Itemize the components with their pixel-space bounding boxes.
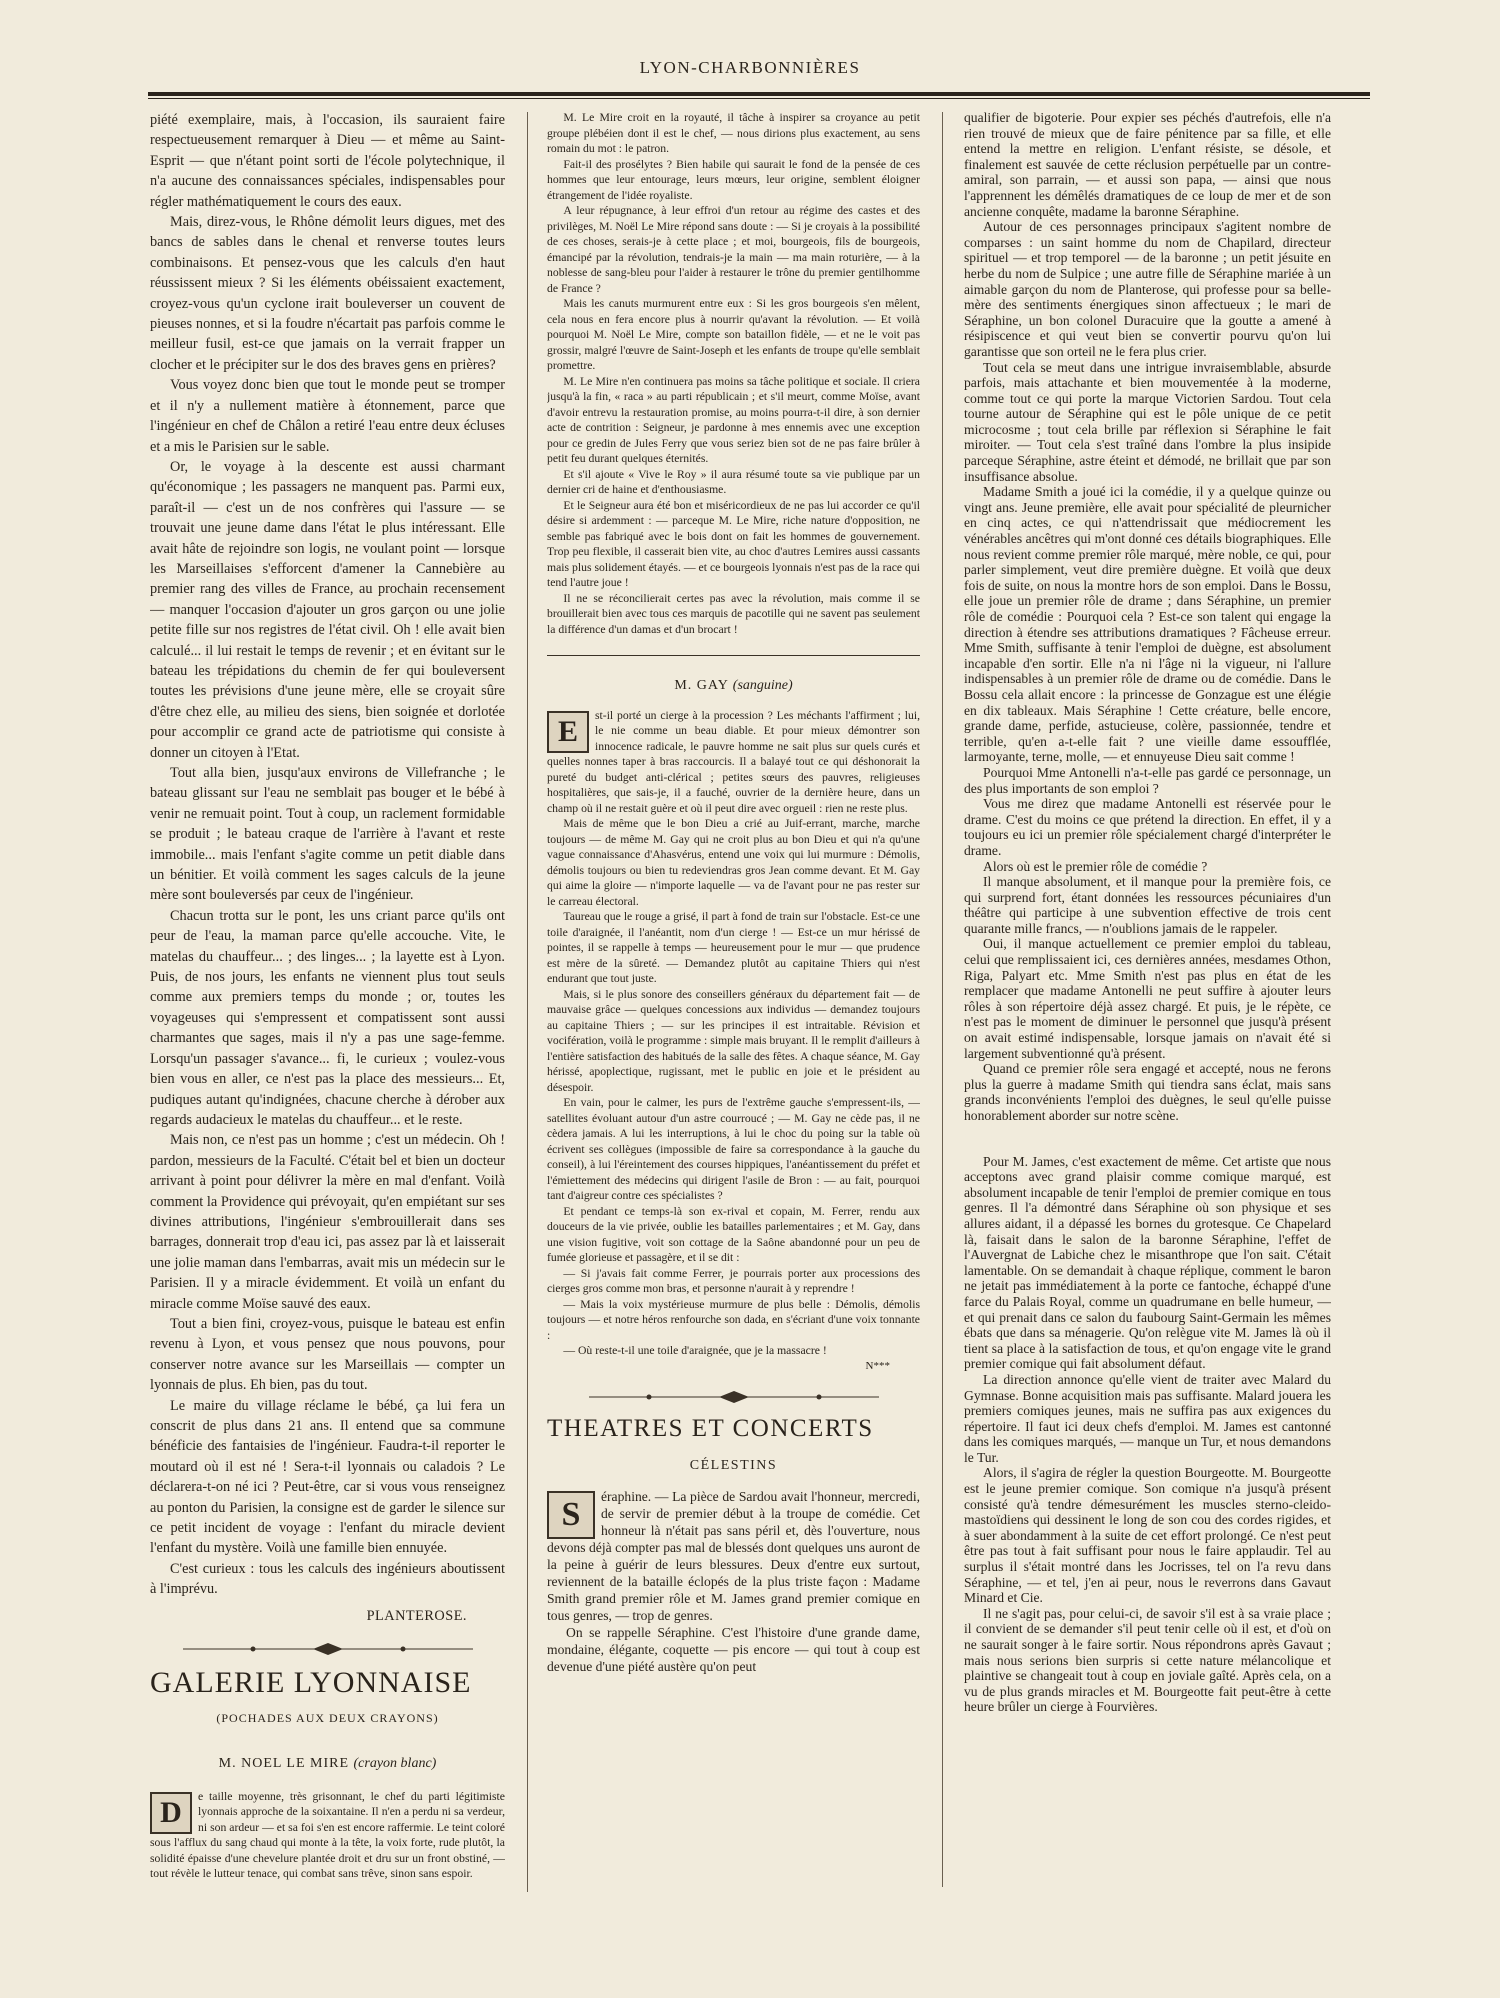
col3-paragraph: La direction annonce qu'elle vient de traiter avec Malard du Gymnase. Bonne acquisition mais pas suffisante. Malard jouera les premiers comiques jeunes, mais ne suffira pas aux exigences du répertoire. Il faut ici deux chefs d'emploi. M. James est cantonné dans les comiques marqués, — manque un Tur, et nous demandons le Tur. [964, 1371, 1331, 1465]
heading-text: M. NOEL LE MIRE [218, 1756, 350, 1772]
col1-paragraph: Or, le voyage à la descente est aussi charmant qu'économique ; les passagers ne manquent pas. Parmi eux, paraît-il — c'est un de nos confrères qui l'assure — se trouvait une jeune dame dans l'état le plus intéressant. Elle avait hâte de rejoindre son logis, ne voulant point — lorsque les Marseillaises s'efforcent d'amener la Cannebière au premier rang des villes de France, au prochain recensement — manquer l'occasion d'ajouter un gros garçon ou une jolie petite fille sur nos registres de l'état civil. Oh ! elle avait bien calculé... il lui restait le temps de revenir ; et en évitant sur le bateau les trépidations du chemin de fer qui bouleversent toutes les prévisions d'une jeune mère, elle se croyait sûre d'être chez elle, au milieu des siens, bien soignée et dorlotée pour accomplir ce grand acte de patriotisme qui consiste à donner un citoyen à l'Etat. [150, 458, 505, 761]
col2-paragraph: On se rappelle Séraphine. C'est l'histoire d'une grande dame, mondaine, élégante, coquette — pis encore — qui tout à coup est devenue d'une piété austère qu'on peut [547, 1624, 920, 1674]
col2-paragraph: — Si j'avais fait comme Ferrer, je pourrais porter aux processions des cierges gros comme mon bras, et personne n'aurait à y reprendre ! [547, 1266, 920, 1295]
col2-paragraph: M. Le Mire n'en continuera pas moins sa tâche politique et sociale. Il criera jusqu'à la fin, « raca » au parti républicain ; et s'il meurt, comme Moïse, avant d'avoir entrevu la restauration promise, au moins pourra-t-il dire, à son dernier acte de contrition : Seigneur, je pardonne à mes ennemis avec une exception pour ce gredin de Jules Ferry que vous seriez bien sot de ne pas faire brûler à petit feu durant quelques éternités. [547, 374, 920, 465]
ornament-divider [547, 1390, 920, 1404]
col3-paragraph: Oui, il manque actuellement ce premier emploi du tableau, celui que remplissaient ici, ces dernières années, mesdames Othon, Riga, Palyart etc. Mme Smith n'est pas plus en état de les remplacer que madame Antonelli ne peut suffire à ajouter leurs rôles à son répertoire déjà assez chargé. Et puis, je le répète, ce n'est pas le moment de diminuer le personnel que jusqu'à présent on avait estimé indispensable, lorsque jamais on n'avait été si largement subventionné qu'à présent. [964, 936, 1331, 1061]
header-rule [148, 92, 1370, 96]
heading-note: (sanguine) [732, 678, 793, 693]
col3-paragraph: Autour de ces personnages principaux s'agitent nombre de comparses : un saint homme du nom de Chapilard, directeur spirituel — et trop temporel — de la baronne ; un petit jésuite en herbe du nom de Sulpice ; une autre fille de Séraphine mariée à un aimable garçon du nom de Planterose, qui professe pour sa belle-mère des sentiments énergiques sinon affectueux ; le mari de Séraphine, un bon colonel Duracuire que la goutte a amené à résipiscence et qui veut bien se convertir pourvu qu'on lui garantisse que son orteil ne le fera plus crier. [964, 219, 1331, 359]
article-text: st-il porté un cierge à la procession ? Les méchants l'affirment ; lui, le nie comme un beau diable. Et pour mieux démontrer son innocence radicale, le pauvre homme ne sait plus sur quels curés et quelles nonnes taper à bras raccourcis. Il a balayé tout ce qui déshonorait la pureté du budget anti-clérical ; petites sœurs des pauvres, religieuses hospitalières, que sais-je, il a fauché, ouvrier de la dernière heure, dans un champ où il ne restait guère et où il peut dire avec orgueil : rien ne reste plus. [547, 708, 920, 815]
col3-paragraph: Alors où est le premier rôle de comédie ? [983, 858, 1208, 874]
column-rule-1 [527, 112, 528, 1892]
col1-paragraph: C'est curieux : tous les calculs des ingénieurs aboutissent à l'imprévu. [150, 1560, 505, 1598]
dropcap-letter: E [547, 711, 589, 753]
col2-paragraph: Mais, si le plus sonore des conseillers généraux du département fait — de mauvaise grâce — quelques concessions aux individus — demandez toujours au capitaine Thiers ; — sur les principes il est intraitable. Révision et vocifération, voilà le programme : simple mais bruyant. Il le remplit d'ailleurs à l'entière satisfaction des habitués de la salle des fêtes. A chaque séance, M. Gay hérissé, apoplectique, rugissant, met le public en joie et le président au désespoir. [547, 987, 920, 1094]
ornament-rule-icon [183, 1642, 473, 1656]
article-text: e taille moyenne, très grisonnant, le chef du parti légitimiste lyonnais approche de la soixantaine. Il n'en a perdu ni sa verdeur, ni son ardeur — et sa foi s'en est encore raffermie. Le teint coloré sous l'afflux du sang chaud qui monte à la tête, la voix forte, rude plutôt, la solidité épaisse d'une chevelure plantée droit et dru sur un front obstiné, — tout révèle le lutteur tenace, qui combat sans trêve, sinon sans espoir. [150, 1789, 505, 1881]
column-rule-2 [942, 112, 943, 1887]
column-3 [964, 110, 1331, 1715]
col2-paragraph: Taureau que le rouge a grisé, il part à fond de train sur l'obstacle. Est-ce une toile d'araignée, il l'anéantit, nom d'un cierge ! — Est-ce un mur hérissé de pointes, il se rappelle à temps — heureusement pour le mur — que prudence est mère de la sûreté. — Demandez plutôt au capitaine Thiers qui n'est endurant que tout juste. [547, 910, 920, 985]
col3-paragraph: Il manque absolument, et il manque pour la première fois, ce qui surprend fort, étant données les ressources pécuniaires d'un théâtre qui participe à une subvention effective de trois cent quarante mille francs, — n'oublions jamais de le rappeler. [964, 874, 1331, 936]
heading-note: (crayon blanc) [353, 1756, 437, 1772]
col2-paragraph: A leur répugnance, à leur effroi d'un retour au régime des castes et des privilèges, M. Noël Le Mire répond sans doute : — Si je croyais à la possibilité de ces choses, serais-je à cette place ; et moi, bourgeois, fils de bourgeois, émancipé par la révolution, tendrais-je la main — ma main roturière, — à la noblesse de sang-bleu pour l'aider à restaurer le trône du premier gentilhomme de France ? [547, 204, 920, 295]
article-heading-gay [547, 678, 920, 694]
col2-paragraph: En vain, pour le calmer, les purs de l'extrême gauche s'empressent-ils, — satellites évoluant autour d'un astre courroucé ; — M. Gay ne cède pas, il ne cèdera jamais. A lui les interruptions, à lui le choc du poing sur la table où écrivent ses collègues (impossible de faire sa correspondance à la gauche du conseil), à lui l'éreintement des courses hippiques, l'anéantissement du préfet et l'émiettement des médecins qui dirigent l'asile de Bron : — au fait, pourquoi tant d'aigreur contre ces spécialistes ? [547, 1096, 920, 1202]
col3-paragraph: Tout cela se meut dans une intrigue invraisemblable, absurde parfois, mais attachante et bien mouvementée à la moderne, comme tout ce qui porte la marque Victorien Sardou. Tout cela tourne autour de Séraphine qui est le pôle unique de ce petit microcosme ; tout cela brille par réflexion si Séraphine le fait miroiter. — Tout cela s'est traîné dans l'ombre la plus insipide parceque Séraphine, astre éteint et démodé, ne brillait que par son insuffisance absolue. [964, 359, 1331, 484]
col2-paragraph: M. Le Mire croit en la royauté, il tâche à inspirer sa croyance au petit groupe plébéien dont il est le chef, — nous dirions plus exactement, au sens romain du mot : le patron. [547, 111, 920, 155]
col2-paragraph: Mais de même que le bon Dieu a crié au Juif-errant, marche, marche toujours — de même M. Gay qui ne croit plus au bon Dieu et qui n'a qu'une vague connaissance d'Ahasvérus, entend une voix qui lui murmure : Démolis, démolis toujours ou bien tu redeviendras gros Jean comme devant. Et M. Gay qui aime la gloire — n'importe laquelle — va de l'avant pour ne pas rester sur le carreau électoral. [547, 817, 920, 908]
spacer [964, 1124, 1331, 1154]
divider [547, 655, 920, 656]
col2-paragraph: Il ne se réconcilierait certes pas avec la révolution, mais comme il se brouillerait bien avec tous ces marquis de pacotille qui ne savent pas seulement la différence d'un damas et d'un brocart ! [547, 591, 920, 636]
column-1 [150, 110, 505, 1882]
col1-paragraph: piété exemplaire, mais, à l'occasion, ils sauraient faire respectueusement remarquer à Dieu — et même au Saint-Esprit — que n'étant point sorti de l'école polytechnique, il n'a aucune des connaissances spéciales, indispensables pour régler mathématiquement le cours des eaux. [150, 112, 505, 210]
dropcap-letter: D [150, 1792, 192, 1834]
col2-paragraph: Et pendant ce temps-là son ex-rival et copain, M. Ferrer, rendu aux douceurs de la vie privée, oublie les batailles parlementaires ; et M. Gay, dans une vision fugitive, voit son cottage de la Saône abandonné pour un peu de fumée glorieuse et passagère, et il se dit : [547, 1204, 920, 1264]
col3-paragraph: qualifier de bigoterie. Pour expier ses péchés d'autrefois, elle n'a rien trouvé de mieux que de faire pénitence par sa fille, et elle entend la mettre en religion. L'enfant résiste, se désole, et finalement est sauvée de cette réclusion perpétuelle par un contre-amiral, son parrain, — et aussi son papa, — ainsi que nous l'apprennent les démêlés dramatiques de ce loup de mer et de son ancienne conquête, madame la baronne Séraphine. [964, 110, 1331, 219]
article-body [547, 1488, 920, 1624]
col2-paragraph: Et s'il ajoute « Vive le Roy » il aura résumé toute sa vie publique par un dernier cri de haine et d'enthousiasme. [547, 467, 920, 496]
article-text: éraphine. — La pièce de Sardou avait l'honneur, mercredi, de servir de premier début à la troupe de comédie. Cet honneur là n'était pas sans péril et, dès l'ouverture, nous devons déjà compter pas mal de blessés dont quelques uns auront de la peine à guérir de leurs blessures. Deux d'entre eux surtout, reviennent de la bataille éclopés de la plus triste façon : Madame Smith grand premier rôle et M. James grand premier comique en tous genres, — trop de genres. [547, 1488, 920, 1623]
col1-paragraph: Mais, direz-vous, le Rhône démolit leurs digues, met des bancs de sables dans le chenal et renverse toutes leurs combinaisons. Et pensez-vous que les calculs d'en haut réussissent mieux ? Si les éléments obéissaient exactement, croyez-vous qu'un cyclone irait bouleverser un couvent de pieuses nonnes, et si la foudre n'écartait pas parfois comme le meilleur fusil, est-ce que jamais on la verrait frapper un clocher et le précipiter sur le dos des braves gens en prières? [150, 214, 505, 373]
col1-paragraph: Vous voyez donc bien que tout le monde peut se tromper et il n'y a nullement matière à étonnement, parce que l'ingénieur en chef de Châlon a retiré l'eau entre deux écluses et a mis le Parisien sur le sable. [150, 377, 505, 455]
col2-paragraph: Et le Seigneur aura été bon et miséricordieux de ne pas lui accorder ce qu'il désire si ardemment : — parceque M. Le Mire, riche nature d'opposition, ne semble pas fabriqué avec le bois dont on fait les hommes de gouvernement. Trop peu flexible, il casserait bien vite, au choc d'autres Lemires aussi cassants mais plus solidement étayés. — et ce bourgeois lyonnais n'est pas de la race qui tend l'autre joue ! [547, 498, 920, 589]
ornament-divider [150, 1642, 505, 1656]
column-2 [547, 110, 920, 1675]
col1-paragraph: Tout alla bien, jusqu'aux environs de Villefranche ; le bateau glissant sur l'eau ne semblait pas bouger et le bébé à venir ne remuait point. Tout à coup, un raclement formidable se produit ; le bateau craque de l'arrière à l'avant et reste immobile... mais l'enfant s'agite comme un petit diable dans un bénitier. Et voilà comment les sages calculs de la jeune mère sont bouleversés par ceux de l'ingénieur. [150, 765, 505, 904]
col3-paragraph: Madame Smith a joué ici la comédie, il y a quelque quinze ou vingt ans. Jeune première, elle avait pour spécialité de pleurnicher en cinq actes, ce qui n'attendrissait que médiocrement les vénérables ancêtres qui m'ont donné ces détails biographiques. Elle nous revient comme premier rôle marqué, mère noble, ce qui, pour parler simplement, veut dire première duègne. Et voilà que deux fois de suite, on nous la montre hors de son emploi. Dans le Bossu, elle joue un premier rôle de drame ; dans Séraphine, un premier rôle de comédie : Pourquoi cela ? Est-ce son talent qui engage la direction à étendre ses attributions dramatiques ? Fâcheuse erreur. Mme Smith, suffisante à tenir l'emploi de duègne, est absolument incapable d'en sortir. Elle n'a ni l'âge ni la vigueur, ni l'allure indispensables à un premier rôle de drame ou de comédie. Dans le Bossu cela allait encore : la princesse de Gonzague est une élégie en dix tableaux. Mais Séraphine ! Cette créature, belle encore, grande dame, perfide, astucieuse, colère, passionnée, tendre et terrible, qu'en a-t-elle fait ? une vieille dame essoufflée, larmoyante, terne, molle, — et ennuyeuse Dieu sait comme ! [964, 484, 1331, 765]
col1-paragraph: Le maire du village réclame le bébé, ça lui fera un conscrit de plus dans 21 ans. Il entend que sa commune bénéficie des fantaisies de l'ingénieur. Faudra-t-il reporter le moutard où il est né ! Sera-t-il lyonnais ou caladois ? Le déclarera-t-on né ici ? Peut-être, car si vous vous renseignez au ponton du Parisien, la consigne est de garder le silence sur ce petit incident de voyage : l'enfant du miracle devient l'enfant du mystère. Voilà une famille bien ennuyée. [150, 1397, 505, 1557]
col3-paragraph: Il ne s'agit pas, pour celui-ci, de savoir s'il est à sa vraie place ; il convient de se demander s'il peut tenir celle où il est, et d'où on ne saurait songer à le faire sortir. Nous répondrons après Gavaut ; mais nous serions bien surpris si cette nature mélancolique et plaintive se changeait tout à coup en joviale gaîté. Après cela, on a vu de plus grands miracles et M. Bourgeotte fait peut-être à cette heure brûler un cierge à Fourvières. [964, 1605, 1331, 1715]
col3-paragraph: Alors, il s'agira de régler la question Bourgeotte. M. Bourgeotte est le jeune premier comique. Son comique n'a jusqu'à présent consisté qu'à tendre démesurément les muscles sterno-cleido-mastoïdiens qui dessinent le long de son cou des cordes rigides, et à suer abondamment à la suite de cet effort prolongé. Ce n'est peut être pas tout à fait suffisant pour nous le faire applaudir. Tel au surplus il s'était montré dans les Jocrisses, tel on l'a revu dans Séraphine, — et tel, j'en ai peur, nous le reverrons dans Gavaut Minard et Cie. [964, 1465, 1331, 1606]
section-title-theatres: THEATRES ET CONCERTS [547, 1415, 874, 1442]
running-head: LYON-CHARBONNIÈRES [639, 58, 861, 77]
col1-paragraph: Mais non, ce n'est pas un homme ; c'est un médecin. Oh ! pardon, messieurs de la Faculté. C'était bel et bien un docteur arrivant à point pour délivrer la mère en mal d'enfant. Voilà comment la Providence qui prévoyait, qu'en empiétant sur ses divines attributions, l'ingénieur s'embrouillerait dans ses barrages, donnerait trop d'eau ici, pas assez par là et laisserait une jolie maman dans l'embarras, avait mis un médecin sur le Parisien. Il y a miracle évidemment. Et voilà un enfant du miracle comme Moïse sauvé des eaux. [150, 1132, 505, 1312]
col3-paragraph: Vous me direz que madame Antonelli est réservée pour le drame. C'est du moins ce que prétend la direction. En effet, il y a toujours eu ici un premier rôle spécialement chargé d'interpréter le drame. [964, 796, 1331, 858]
section-title-galerie: GALERIE LYONNAISE [150, 1666, 472, 1700]
ornament-rule-icon [589, 1390, 879, 1404]
article-body [150, 1789, 505, 1882]
article-heading-mire [150, 1754, 505, 1774]
col1-paragraph: Chacun trotta sur le pont, les uns criant parce qu'ils ont peur de l'eau, la maman parce qu'elle accouche. Vite, le matelas du chauffeur... ; des linges... ; la layette est à Lyon. Puis, de nos jours, les enfants ne viennent plus tout seuls comme aux premiers temps du monde ; or, toutes les voyageuses qui s'empressent et compatissent sont aussi charmantes que sages, mais il n'y a pas une sage-femme. Lorsqu'un passager s'avance... fi, le curieux ; voulez-vous bien vous en aller, ce n'est pas la place des messieurs... Et, pudiques autant qu'indignées, chacune cherche à dérober aux regards audacieux le matelas du chauffeur... et le reste. [150, 907, 505, 1128]
header-rule-thin [148, 98, 1370, 99]
col2-paragraph: — Mais la voix mystérieuse murmure de plus belle : Démolis, démolis toujours — et notre héros renfourche son dada, en s'écriant d'une voix tonnante : [547, 1297, 920, 1342]
col3-paragraph: Pourquoi Mme Antonelli n'a-t-elle pas gardé ce personnage, un des plus importants de son emploi ? [964, 764, 1331, 796]
heading-text: M. GAY [674, 678, 729, 693]
col2-paragraph: Mais les canuts murmurent entre eux : Si les gros bourgeois s'en mêlent, cela nous en fera encore plus à nourrir qu'avant la révolution. — Et voilà pourquoi M. Noël Le Mire, compte son bataillon fidèle, — et ne le voit pas grossir, malgré l'œuvre de Saint-Joseph et les enfants de troupe qu'elle semblait promettre. [547, 297, 920, 372]
col2-paragraph: — Où reste-t-il une toile d'araignée, que je la massacre ! [563, 1344, 827, 1357]
col3-paragraph: Pour M. James, c'est exactement de même. Cet artiste que nous acceptons avec grand plaisir comme comique marqué, est absolument incapable de tenir l'emploi de premier comique en tous genres. Il l'a démontré dans Séraphine où son physique et ses allures aidant, il a dépassé les bornes du grotesque. Ce Chapelard là, faisait dans le salon de la baronne Séraphine, l'effet de l'Auvergnat de Labiche chez le misanthrope que l'on sait. C'était lamentable. On se demandait à chaque réplique, comment le baron ne jetait pas immédiatement à la porte ce fantoche, échappé d'une farce du Palais Royal, comme un quadrumane en belle humeur, — et qui prenait dans ce salon du faubourg Saint-Germain les mêmes ébats que dans sa ménagerie. Qu'on relègue vite M. James là où il tient sa place à la satisfaction de tous, et qu'on engage vite le grand premier comique qui fait absolument défaut. [964, 1153, 1331, 1372]
article-body [547, 708, 920, 817]
venue-heading: CÉLESTINS [689, 1458, 778, 1473]
author-signature: N*** [865, 1359, 890, 1372]
author-signature: PLANTEROSE. [366, 1607, 467, 1624]
col3-paragraph: Quand ce premier rôle sera engagé et accepté, nous ne ferons plus la guerre à madame Smith qui tiendra sans éclat, mais sans grands inconvénients l'emploi des duègnes, le seul qu'elle puisse honorablement aborder sur notre scène. [964, 1061, 1331, 1123]
dropcap-letter: S [547, 1491, 595, 1539]
col1-paragraph: Tout a bien fini, croyez-vous, puisque le bateau est enfin revenu à Lyon, et vous pensez que nous pouvons, pour conserver notre avance sur les Marseillais — compter un lyonnais de plus. Eh bien, pas du tout. [150, 1315, 505, 1394]
section-subtitle: (POCHADES AUX DEUX CRAYONS) [216, 1711, 439, 1726]
col2-paragraph: Fait-il des prosélytes ? Bien habile qui saurait le fond de la pensée de ces hommes que leur entourage, leurs mœurs, leur origine, semblent éloigner étrangement de l'idée royaliste. [547, 157, 920, 202]
